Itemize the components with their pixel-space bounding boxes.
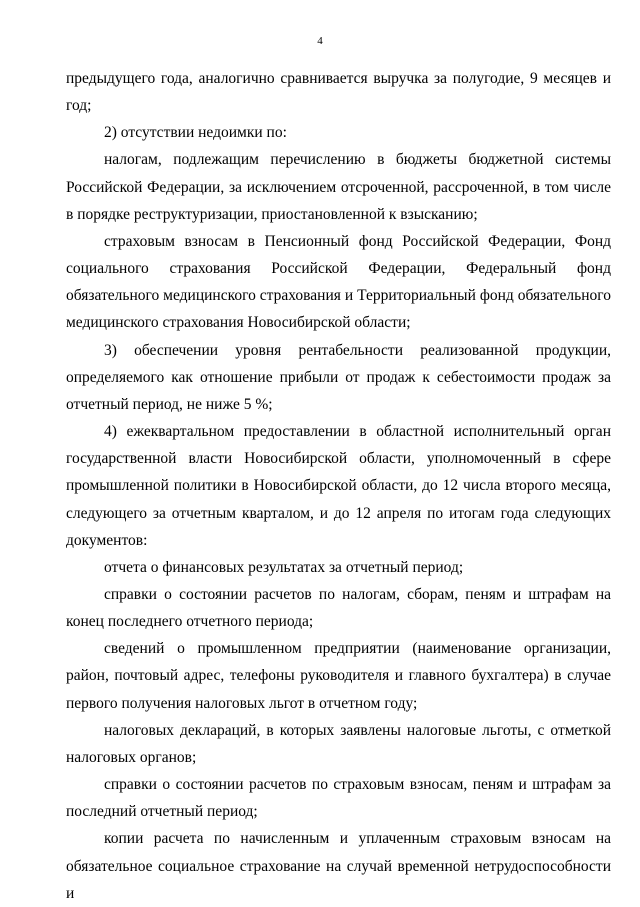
paragraph-profitability: 3) обеспечении уровня рентабельности реализованной продукции, определяемого как отношение прибыли от продаж к себестоимости продаж за отчетный период, не ниже 5 %; xyxy=(66,341,611,413)
document-body xyxy=(66,65,611,907)
paragraph-no-arrears: 2) отсутствии недоимки по: xyxy=(104,124,287,142)
paragraph-quarterly-reporting: 4) ежеквартальном предоставлении в областной исполнительный орган государственной власти Новосибирской области, уполномоченный в сфере промышленной политики в Новосибирской области, до 12 числа второго месяца, следующего за отчетным кварталом, и до 12 апреля по итогам года следующих документов: xyxy=(66,423,611,549)
paragraph-revenue-comparison: предыдущего года, аналогично сравнивается выручка за полугодие, 9 месяцев и год; xyxy=(66,70,611,115)
paragraph-financial-results: отчета о финансовых результатах за отчетный период; xyxy=(104,558,464,576)
paragraph-enterprise-info: сведений о промышленном предприятии (наименование организации, район, почтовый адрес, телефоны руководителя и главного бухгалтера) в случае первого получения налоговых льгот в отчетном году; xyxy=(66,640,611,712)
paragraph-tax-declarations: налоговых деклараций, в которых заявлены налоговые льготы, с отметкой налоговых органов; xyxy=(66,721,611,766)
paragraph-taxes: налогам, подлежащим перечислению в бюджеты бюджетной системы Российской Федерации, за исключением отсроченной, рассроченной, в том числе в порядке реструктуризации, приостановленной к взысканию; xyxy=(66,151,611,223)
page-number: 4 xyxy=(317,35,323,47)
paragraph-insurance-contributions: страховым взносам в Пенсионный фонд Российской Федерации, Фонд социального страхования Российской Федерации, Федеральный фонд обязательного медицинского страхования и Территориальный фонд обязательного медицинского страхования Новосибирской области; xyxy=(66,232,611,332)
paragraph-insurance-settlement-certificate: справки о состоянии расчетов по страховым взносам, пеням и штрафам за последний отчетный период; xyxy=(66,776,611,821)
paragraph-insurance-calculation-copy: копии расчета по начисленным и уплаченным страховым взносам на обязательное социальное страхование на случай временной нетрудоспособности и xyxy=(66,830,611,902)
paragraph-tax-settlement-certificate: справки о состоянии расчетов по налогам, сборам, пеням и штрафам на конец последнего отчетного периода; xyxy=(66,585,611,631)
